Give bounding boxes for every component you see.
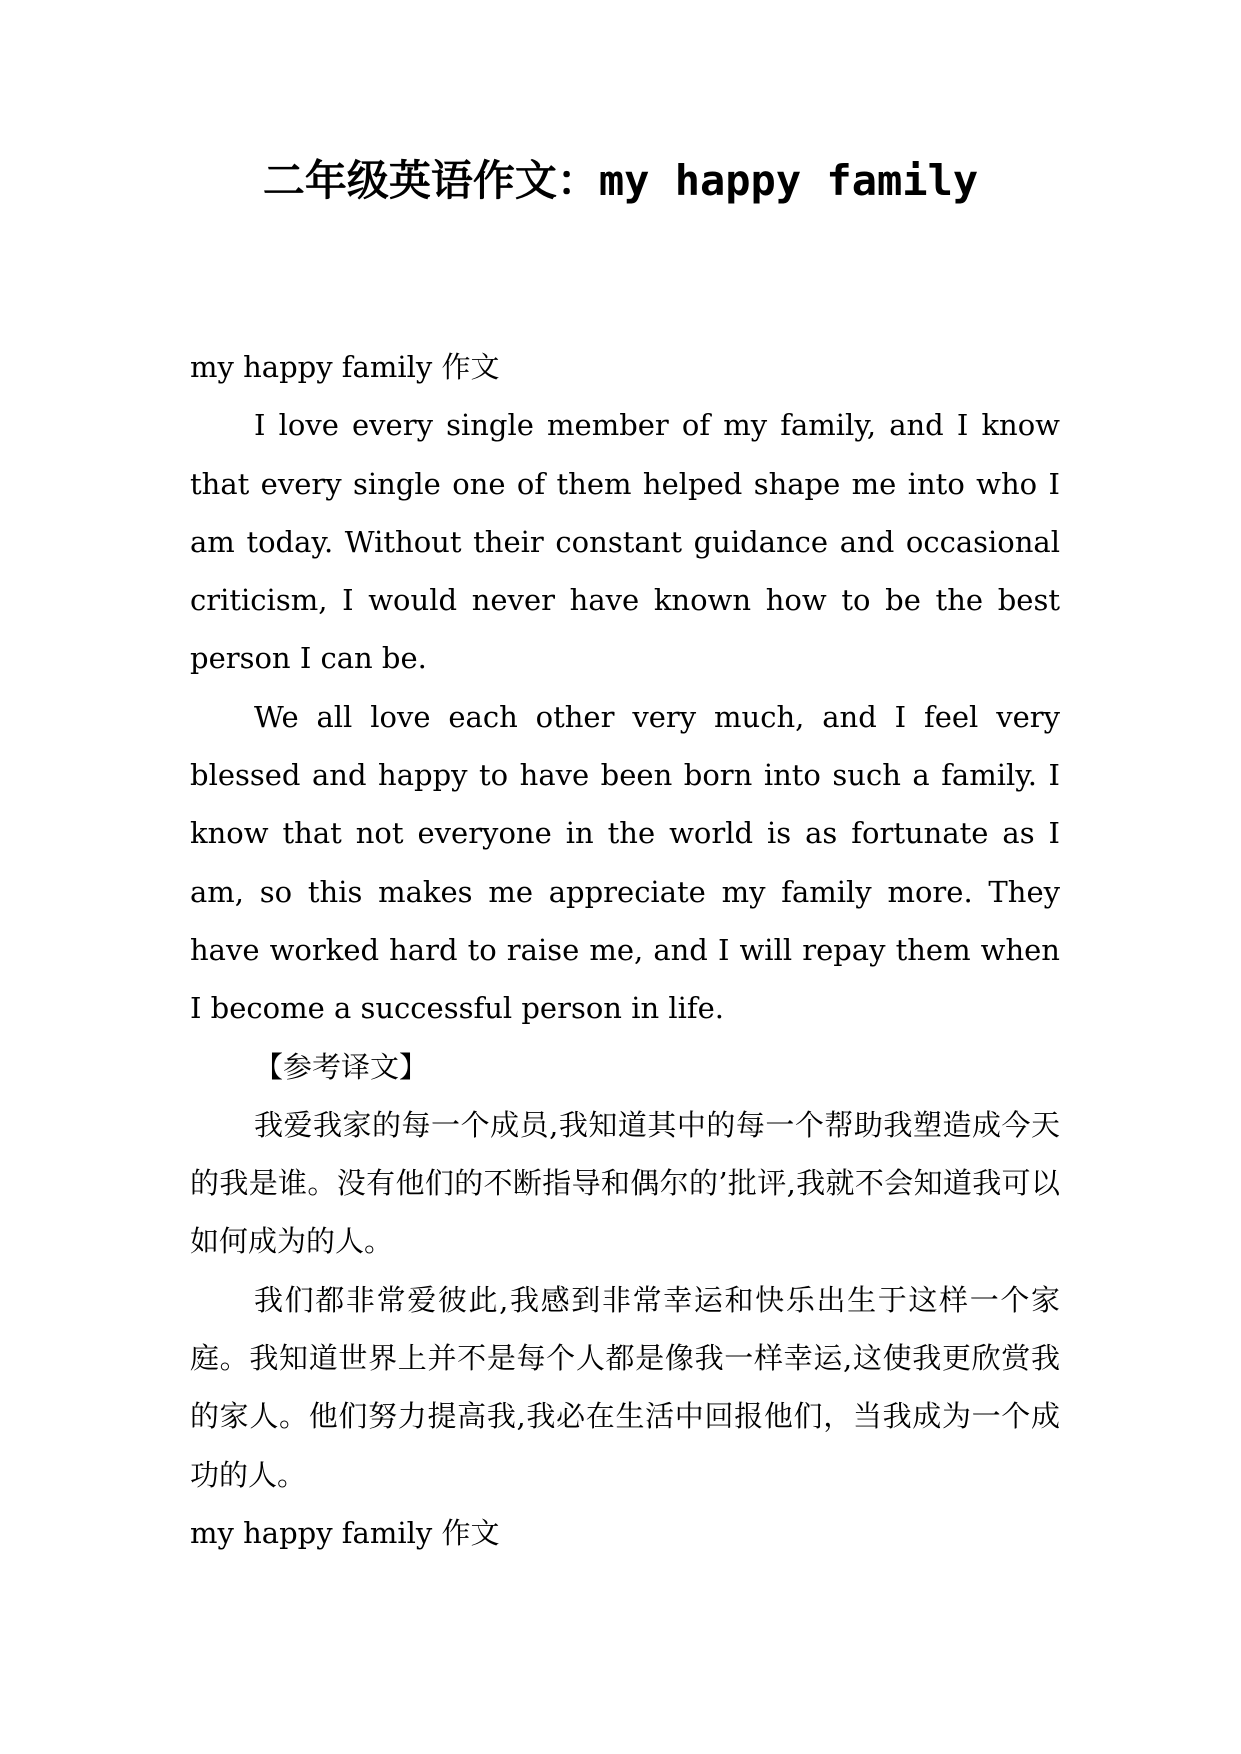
chinese-paragraph-1: 我爱我家的每一个成员,我知道其中的每一个帮助我塑造成今天的我是谁。没有他们的不断指导和偶尔的’批评,我就不会知道我可以如何成为的人。 (190, 1107, 1060, 1259)
document-body (190, 338, 1060, 1562)
document-title: 二年级英语作文：my happy family (262, 156, 979, 205)
chinese-paragraph-2: 我们都非常爱彼此,我感到非常幸运和快乐出生于这样一个家庭。我知道世界上并不是每个人都是像我一样幸运,这使我更欣赏我的家人。他们努力提高我,我必在生活中回报他们，当我成为一个成功的人。 (190, 1282, 1060, 1492)
english-paragraph-2: We all love each other very much, and I feel very blessed and happy to have been born into such a family. I know that not everyone in the world is as fortunate as I am, so this makes me appreciate my family more. They have worked hard to raise me, and I will repay them when I become a successful person in life. (190, 699, 1060, 1026)
english-paragraph-1: I love every single member of my family, and I know that every single one of them helped shape me into who I am today. Without their constant guidance and occasional criticism, I would never have known how to be the best person I can be. (190, 408, 1060, 676)
section-heading: my happy family 作文 (190, 350, 500, 384)
section-footer-heading: my happy family 作文 (190, 1515, 500, 1550)
translation-heading: 【参考译文】 (254, 1049, 429, 1084)
